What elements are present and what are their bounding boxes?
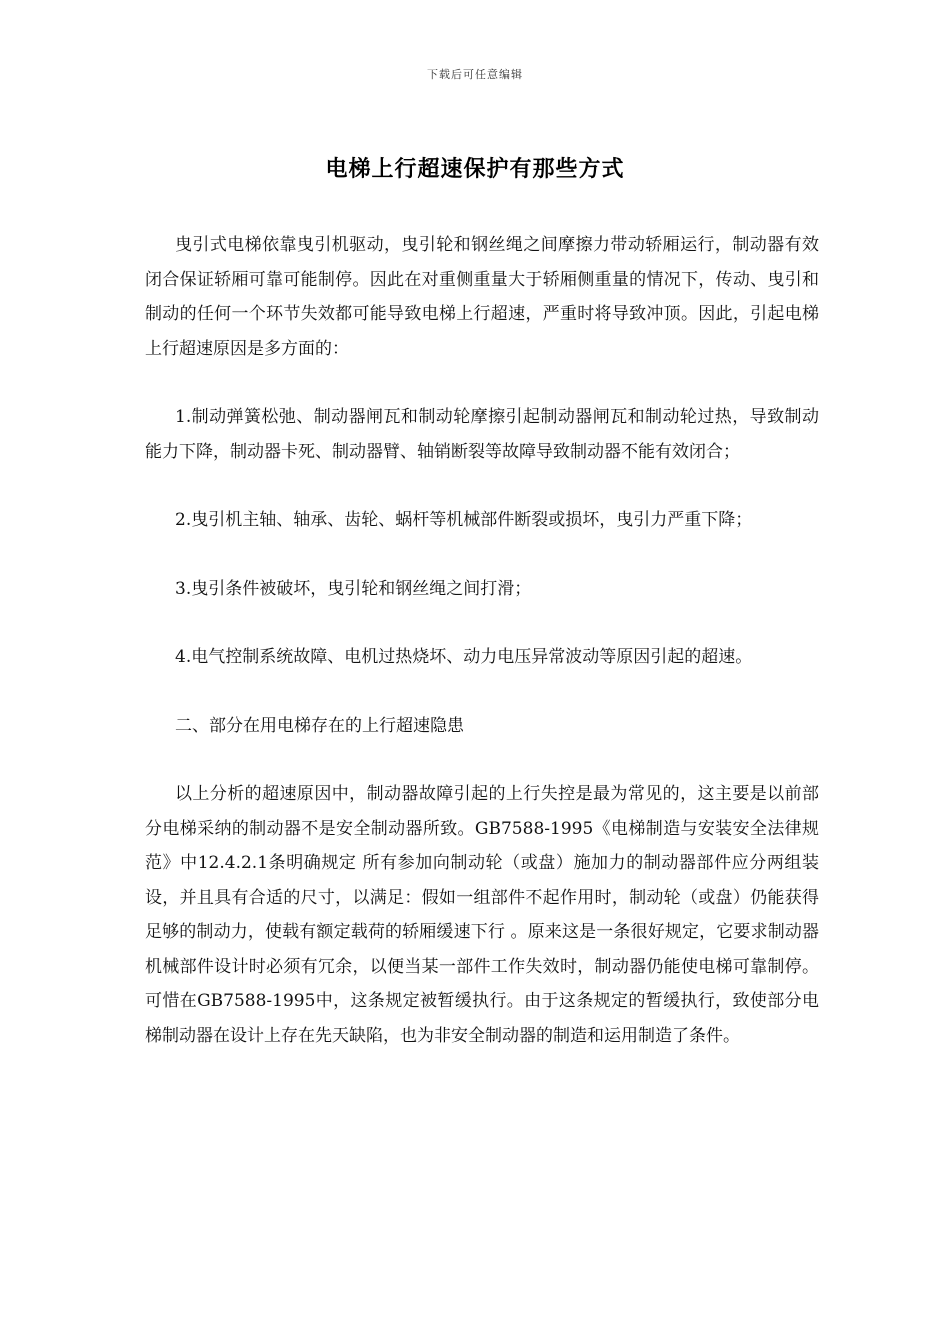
section-heading: 二、部分在用电梯存在的上行超速隐患 (175, 715, 464, 736)
list-item-1: 1.制动弹簧松弛、制动器闸瓦和制动轮摩擦引起制动器闸瓦和制动轮过热，导致制动能力下降，制动器卡死、制动器臂、轴销断裂等故障导致制动器不能有效闭合； (145, 407, 819, 462)
list-item-3: 3.曳引条件被破坏，曳引轮和钢丝绳之间打滑； (175, 578, 532, 599)
paragraph-gap (145, 675, 819, 709)
paragraph-intro: 曳引式电梯依靠曳引机驱动，曳引轮和钢丝绳之间摩擦力带动轿厢运行，制动器有效闭合保证轿厢可靠可能制停。因此在对重侧重量大于轿厢侧重量的情况下，传动、曳引和制动的任何一个环节失效都可能导致电梯上行超速，严重时将导致冲顶。因此，引起电梯上行超速原因是多方面的： (145, 235, 819, 359)
header-note: 下载后可任意编辑 (427, 68, 523, 81)
document-body (145, 228, 819, 1053)
document-title: 电梯上行超速保护有那些方式 (325, 156, 625, 182)
paragraph-gap (145, 538, 819, 572)
list-item-2: 2.曳引机主轴、轴承、齿轮、蜗杆等机械部件断裂或损坏，曳引力严重下降； (175, 510, 753, 530)
paragraph-gap (145, 743, 819, 777)
paragraph-gap (145, 606, 819, 640)
list-item-4: 4.电气控制系统故障、电机过热烧坏、动力电压异常波动等原因引起的超速。 (175, 647, 753, 667)
paragraph-gap (145, 469, 819, 503)
paragraph-analysis: 以上分析的超速原因中，制动器故障引起的上行失控是最为常见的，这主要是以前部分电梯采纳的制动器不是安全制动器所致。GB7588-1995《电梯制造与安装安全法律规范》中12.4.2.1条明确规定 所有参加向制动轮（或盘）施加力的制动器部件应分两组装设，并且具有合适的尺寸，以满足：假如一组部件不起作用时，制动轮（或盘）仍能获得足够的制动力，使载有额定载荷的轿厢缓速下行 。原来这是一条很好规定，它要求制动器机械部件设计时必须有冗余，以便当某一部件工作失效时，制动器仍能使电梯可靠制停。可惜在GB7588-1995中，这条规定被暂缓执行。由于这条规定的暂缓执行，致使部分电梯制动器在设计上存在先天缺陷，也为非安全制动器的制造和运用制造了条件。 (145, 784, 819, 1046)
paragraph-gap (145, 366, 819, 400)
